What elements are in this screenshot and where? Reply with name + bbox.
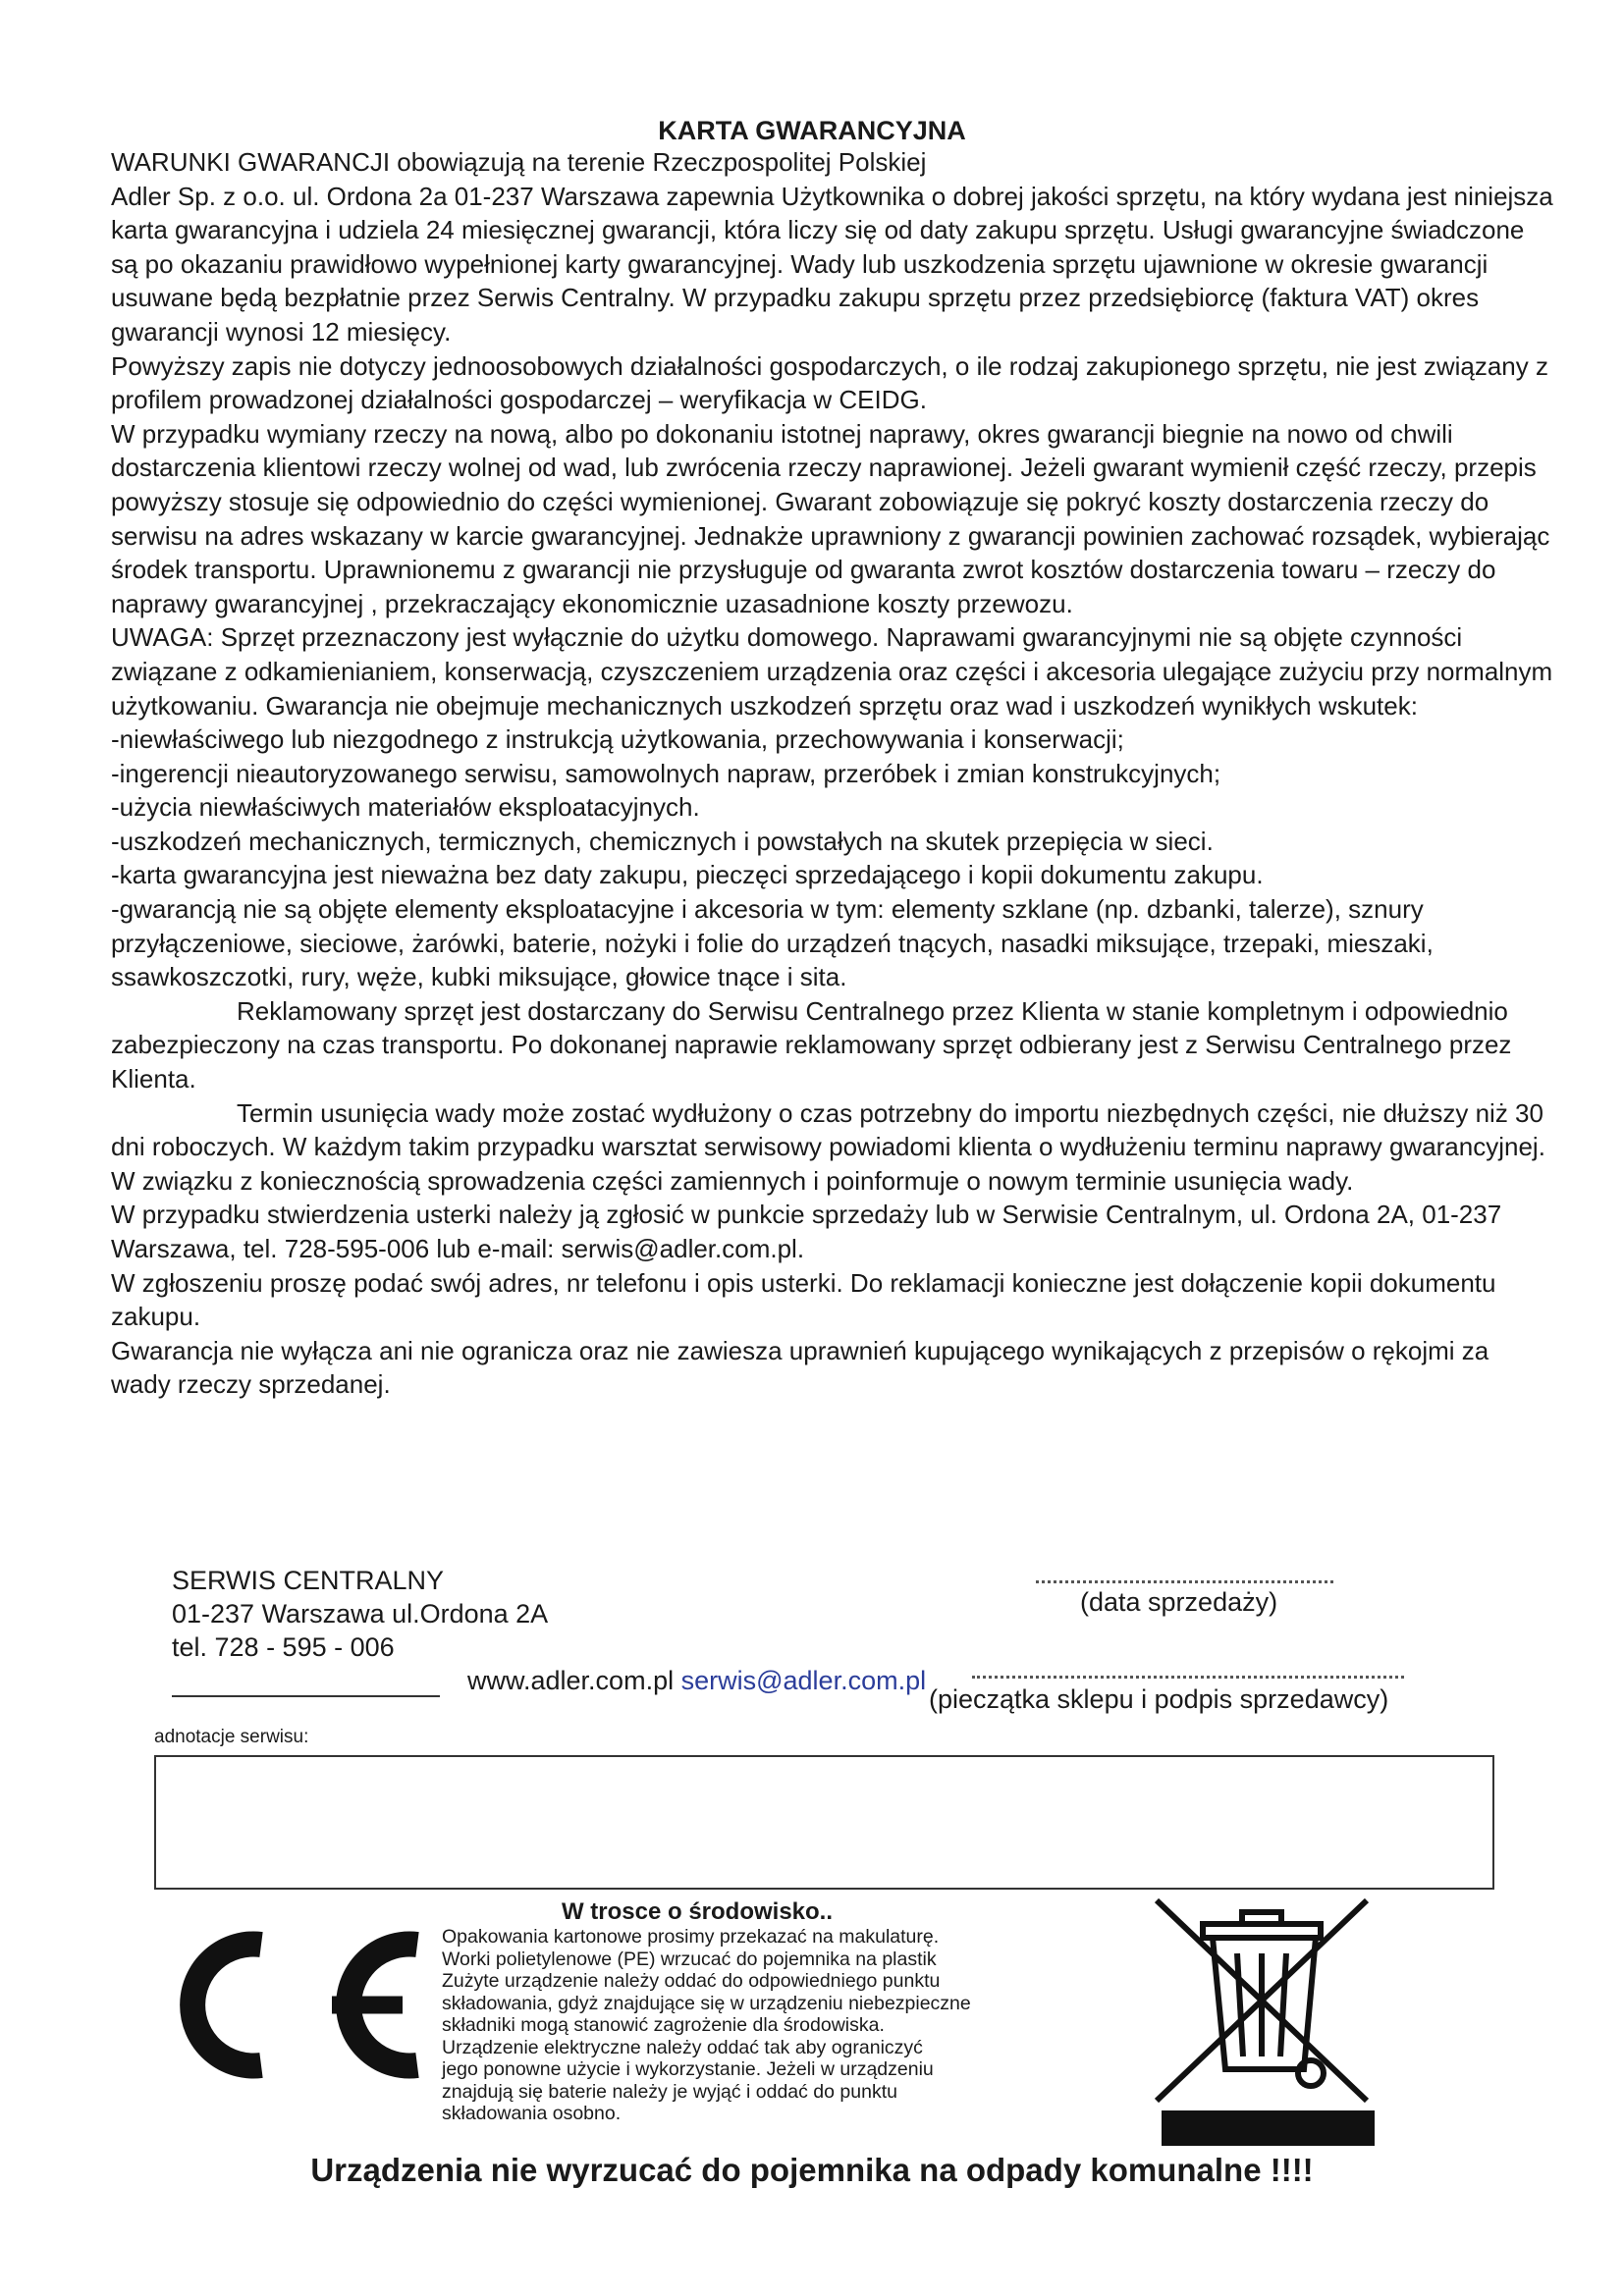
stamp-label: (pieczątka sklepu i podpis sprzedawcy) xyxy=(929,1684,1389,1714)
paragraph: WARUNKI GWARANCJI obowiązują na terenie Rzeczpospolitej Polskiej xyxy=(111,147,927,177)
paragraph: W przypadku stwierdzenia usterki należy ją zgłosić w punkcie sprzedaży lub w Serwisie Centralnym, ul. Ordona 2A, 01-237 Warszawa, tel. 728-595-006 lub e-mail: serwis@adler.com.pl. xyxy=(111,1200,1502,1263)
environment-line: Worki polietylenowe (PE) wrzucać do pojemnika na plastik xyxy=(442,1948,937,1970)
exclusion-item: -gwarancją nie są objęte elementy eksploatacyjne i akcesoria w tym: elementy szklane (np. dzbanki, talerze), sznury przyłączeniowe, sieciowe, żarówki, baterie, nożyki i folie do urządzeń tnących, nasadki miksujące, trzepaki, mieszaki, ssawkoszczotki, rury, węże, kubki miksujące, głowice tnące i sita. xyxy=(111,894,1434,992)
service-name: SERWIS CENTRALNY xyxy=(172,1566,445,1595)
sale-date-field[interactable] xyxy=(1036,1580,1333,1583)
signature-line xyxy=(172,1695,440,1697)
service-notes-box[interactable] xyxy=(154,1755,1494,1890)
environment-line: Zużyte urządzenie należy oddać do odpowiedniego punktu xyxy=(442,1970,941,1992)
sale-date-label: (data sprzedaży) xyxy=(1080,1587,1278,1617)
environment-line: Urządzenie elektryczne należy oddać tak aby ograniczyć xyxy=(442,2036,923,2058)
paragraph: Powyższy zapis nie dotyczy jednoosobowych działalności gospodarczych, o ile rodzaj zakupionego sprzętu, nie jest związany z profilem prowadzonej działalności gospodarczej – weryfikacja w CEIDG. xyxy=(111,350,1548,415)
environment-title: W trosce o środowisko.. xyxy=(561,1898,834,1925)
environment-line: składowania, gdyż znajdujące się w urządzeniu niebezpieczne xyxy=(442,1992,971,2014)
service-address: 01-237 Warszawa ul.Ordona 2A xyxy=(172,1599,549,1629)
service-phone: tel. 728 - 595 - 006 xyxy=(172,1632,395,1662)
crossed-out-wheelie-bin-icon xyxy=(1149,1895,1375,2106)
footer-warning: Urządzenia nie wyrzucać do pojemnika na odpady komunalne !!!! xyxy=(310,2152,1314,2188)
exclusion-item: -użycia niewłaściwych materiałów eksploatacyjnych. xyxy=(111,792,700,823)
email-link[interactable]: serwis@adler.com.pl xyxy=(680,1666,927,1695)
paragraph: Gwarancja nie wyłącza ani nie ogranicza oraz nie zawiesza uprawnień kupującego wynikających z przepisów o rękojmi za wady rzeczy sprzedanej. xyxy=(111,1335,1489,1400)
exclusion-item: -niewłaściwego lub niezgodnego z instrukcją użytkowania, przechowywania i konserwacji; xyxy=(111,724,1124,755)
page-title: KARTA GWARANCYJNA xyxy=(658,116,966,145)
paragraph: UWAGA: Sprzęt przeznaczony jest wyłącznie do użytku domowego. Naprawami gwarancyjnymi nie są objęte czynności związane z odkamienianiem, konserwacją, czyszczeniem urządzenia oraz części i akcesoria ulegające zużyciu przy normalnym użytkowaniu. Gwarancja nie obejmuje mechanicznych uszkodzeń sprzętu oraz wad i uszkodzeń wynikłych wskutek: xyxy=(111,622,1553,721)
environment-line: znajdują się baterie należy je wyjąć i oddać do punktu xyxy=(442,2080,897,2103)
environment-line: składniki mogą stanowić zagrożenie dla środowiska. xyxy=(442,2014,885,2036)
service-contact xyxy=(172,1564,548,1664)
environment-text xyxy=(442,1926,1149,2125)
paragraph: W zgłoszeniu proszę podać swój adres, nr telefonu i opis usterki. Do reklamacji konieczne jest dołączenie kopii dokumentu zakupu. xyxy=(111,1267,1496,1332)
website-link[interactable]: www.adler.com.pl xyxy=(467,1666,675,1695)
service-notes-label: adnotacje serwisu: xyxy=(154,1727,309,1747)
ce-mark-icon xyxy=(145,1929,430,2081)
paragraph: Adler Sp. z o.o. ul. Ordona 2a 01-237 Warszawa zapewnia Użytkownika o dobrej jakości sprzętu, na który wydana jest niniejsza karta gwarancyjna i udziela 24 miesięcznej gwarancji, która liczy się od daty zakupu sprzętu. Usługi gwarancyjne świadczone są po okazaniu prawidłowo wypełnionej karty gwarancyjnej. Wady lub uszkodzenia sprzętu ujawnione w okresie gwarancji usuwane będą bezpłatnie przez Serwis Centralny. W przypadku zakupu sprzętu przez przedsiębiorcę (faktura VAT) okres gwarancji wynosi 12 miesięcy. xyxy=(111,181,1553,347)
paragraph: Termin usunięcia wady może zostać wydłużony o czas potrzebny do importu niezbędnych części, nie dłuższy niż 30 dni roboczych. W każdym takim przypadku warsztat serwisowy powiadomi klienta o wydłużeniu terminu naprawy gwarancyjnej. W związku z koniecznością sprowadzenia części zamiennych i poinformuje o nowym terminie usunięcia wady. xyxy=(111,1097,1545,1196)
paragraph: Reklamowany sprzęt jest dostarczany do Serwisu Centralnego przez Klienta w stanie kompletnym i odpowiednio zabezpieczony na czas transportu. Po dokonanej naprawie reklamowany sprzęt odbierany jest z Serwisu Centralnego przez Klienta. xyxy=(111,995,1512,1095)
exclusion-item: -ingerencji nieautoryzowanego serwisu, samowolnych napraw, przeróbek i zmian konstrukcyjnych; xyxy=(111,758,1221,788)
environment-line: składowania osobno. xyxy=(442,2103,622,2124)
environment-line: Opakowania kartonowe prosimy przekazać na makulaturę. xyxy=(442,1926,940,1948)
environment-line: jego ponowne użycie i wykorzystanie. Jeżeli w urządzeniu xyxy=(442,2058,934,2080)
warranty-terms xyxy=(111,145,1554,1402)
contact-links xyxy=(467,1666,926,1696)
paragraph: W przypadku wymiany rzeczy na nową, albo po dokonaniu istotnej naprawy, okres gwarancji biegnie na nowo od chwili dostarczenia klientowi rzeczy wolnej od wad, lub zwrócenia rzeczy naprawionej. Jeżeli gwarant wymienił część rzeczy, przepis powyższy stosuje się odpowiednio do części wymienionej. Gwarant zobowiązuje się pokryć koszty dostarczenia rzeczy do serwisu na adres wskazany w karcie gwarancyjnej. Jednakże uprawniony z gwarancji powinien zachować rozsądek, wybierając środek transportu. Uprawnionemu z gwarancji nie przysługuje od gwaranta zwrot kosztów dostarczenia towaru – rzeczy do naprawy gwarancyjnej , przekraczający ekonomicznie uzasadnione koszty przewozu. xyxy=(111,418,1550,618)
exclusion-item: -karta gwarancyjna jest nieważna bez daty zakupu, pieczęci sprzedającego i kopii dokumentu zakupu. xyxy=(111,860,1264,890)
exclusion-item: -uszkodzeń mechanicznych, termicznych, chemicznych i powstałych na skutek przepięcia w sieci. xyxy=(111,826,1214,856)
stamp-field[interactable] xyxy=(972,1676,1404,1679)
weee-bar xyxy=(1162,2110,1375,2146)
